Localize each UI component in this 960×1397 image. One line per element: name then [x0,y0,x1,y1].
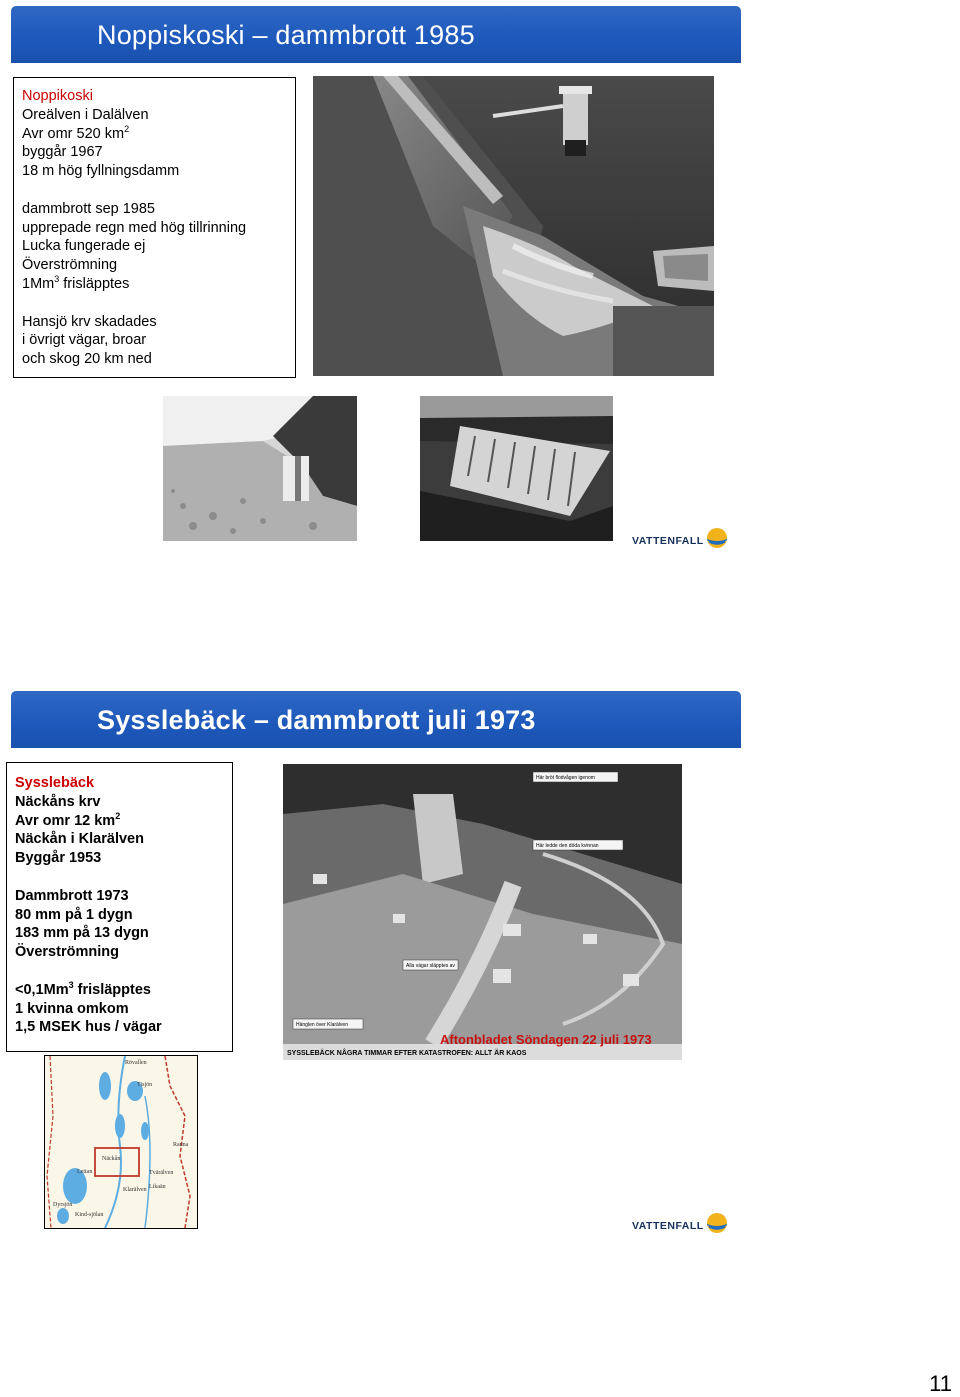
info-line: 1,5 MSEK hus / vägar [15,1019,162,1036]
vattenfall-logo: VATTENFALL [632,527,732,552]
info-line: 1 kvinna omkom [15,1000,129,1017]
photo-label: Här ledde den döda kvinnan [536,843,599,849]
slide-title: Noppiskoski – dammbrott 1985 [97,20,475,50]
blank-line [15,868,232,887]
info-line: upprepade regn med hög tillrinning [22,219,247,236]
map-label: Näckån [102,1156,121,1162]
info-line: $<0,1Mm^3$ frisläpptes [15,979,151,998]
title-bar [11,691,741,748]
blank-line [22,181,295,200]
page-number: 11 [929,1371,952,1396]
spillway-photo [420,396,613,541]
info-box [6,762,233,1052]
info-line: Avr omr 12 $km^2$ [15,810,121,829]
info-line: Lucka fungerade ej [22,238,146,255]
blank-line [22,294,295,313]
map-label: Kind-sjölan [75,1212,104,1218]
map-label: Likaän [149,1184,166,1190]
info-line: Hansjö krv skadades [22,313,157,330]
photo-label: Här bröt flodvågen igenom [536,775,595,781]
map-label: Klarälven [123,1187,147,1193]
info-line: 183 mm på 13 dygn [15,925,149,942]
info-heading: Sysslebäck [15,775,95,791]
info-line: Överströmning [15,944,119,961]
slide-sysslebäck [0,688,750,1248]
map-label: Dyrsjön [53,1202,73,1208]
info-box [13,77,296,378]
slide-title: Sysslebäck – dammbrott juli 1973 [97,705,536,735]
vattenfall-symbol-icon [706,1212,728,1234]
info-line: Näckåns krv [15,793,101,810]
info-line: i övrigt vägar, broar [22,332,147,349]
info-line: Dammbrott 1973 [15,887,129,904]
blank-line [15,962,232,981]
map-label: Ranna [173,1142,189,1148]
info-line: Avr omr 520 $km^2$ [22,123,130,142]
newspaper-headline: SYSSLEBÄCK NÅGRA TIMMAR EFTER KATASTROFEN: ALLT ÄR KAOS [287,1050,527,1057]
info-line: och skog 20 km ned [22,351,152,368]
vattenfall-symbol-icon [706,527,728,549]
info-line: 18 m hög fyllningsdamm [22,163,180,180]
dam-ruins-photo [163,396,357,541]
info-line: byggår 1967 [22,144,103,161]
info-heading: Noppikoski [22,88,93,104]
map-label: Lettan [77,1169,93,1175]
map-label: Rövallen [125,1060,147,1066]
title-bar [11,6,741,63]
slide-noppiskoski [0,0,750,560]
info-line: Oreälven i Dalälven [22,106,149,123]
map-label: Tisjön [137,1082,153,1088]
info-line: 1Mm$^3$ frisläpptes [22,273,130,292]
region-map [44,1055,198,1229]
vattenfall-logo: VATTENFALL [632,1212,732,1237]
info-line: Näckån i Klarälven [15,831,144,848]
info-line: Överströmning [22,257,118,274]
info-line: dammbrott sep 1985 [22,200,155,217]
dam-breach-photo [313,76,714,376]
photo-caption: Aftonbladet Söndagen 22 juli 1973 [440,1032,652,1047]
info-line: Byggår 1953 [15,850,102,867]
photo-label: Alla vägar släpptes av [406,963,455,969]
info-line: 80 mm på 1 dygn [15,906,133,923]
aerial-newspaper-photo [283,764,682,1060]
map-label: Tvärälven [149,1170,174,1176]
photo-label: Hänglen över Klarälven [296,1022,348,1028]
